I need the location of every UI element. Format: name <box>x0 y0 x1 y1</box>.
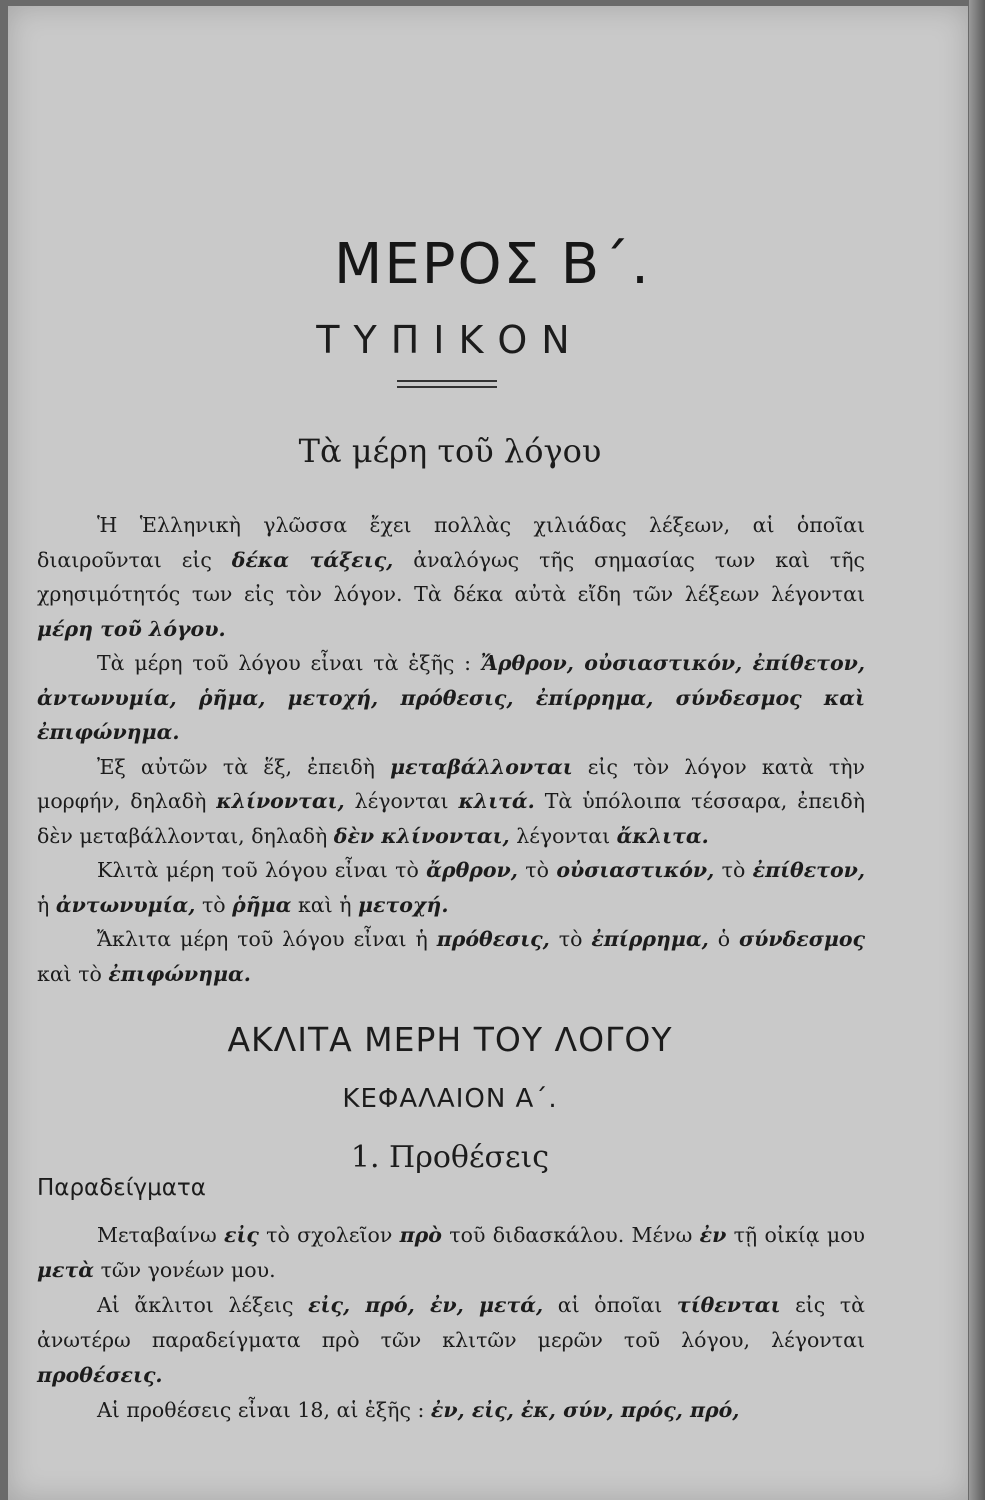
examples-text <box>37 1218 865 1428</box>
section-title: Τὰ μέρη τοῦ λόγου <box>298 432 602 470</box>
part-subtitle: ΤΥΠΙΚΟΝ <box>316 318 584 362</box>
intro-text <box>37 508 865 991</box>
part-title: ΜΕΡΟΣ Β΄. <box>334 232 651 297</box>
examples-label: Παραδείγματα <box>37 1175 206 1201</box>
chapter-label: ΚΕΦΑΛΑΙΟΝ Α΄. <box>342 1084 558 1114</box>
paragraph: Κλιτὰ μέρη τοῦ λόγου εἶναι τὸ ἄρθρον, τὸ οὐσιαστικόν, τὸ ἐπίθετον, ἡ ἀντωνυμία, τὸ ῥῆμα καὶ ἡ μετοχή. <box>37 858 866 917</box>
paragraph: Ἐξ αὐτῶν τὰ ἕξ, ἐπειδὴ μεταβάλλονται εἰς τὸν λόγον κατὰ τὴν μορφήν, δηλαδὴ κλίνονται, λέγονται κλιτά. Τὰ ὑπόλοιπα τέσσαρα, ἐπειδὴ δὲν μεταβάλλονται, δηλαδὴ δὲν κλίνονται, λέγονται ἄκλιτα. <box>37 754 865 848</box>
paragraph: Ἡ Ἑλληνικὴ γλῶσσα ἔχει πολλὰς χιλιάδας λέξεων, αἱ ὁποῖαι διαιροῦνται εἰς δέκα τάξεις, ἀναλόγως τῆς σημασίας των καὶ τῆς χρησιμότητός των εἰς τὸν λόγον. Τὰ δέκα αὐτὰ εἴδη τῶν λέξεων λέγονται μέρη τοῦ λόγου. <box>37 513 865 641</box>
chapter-heading: ΑΚΛΙΤΑ ΜΕΡΗ ΤΟΥ ΛΟΓΟΥ <box>227 1020 673 1059</box>
paragraph: Μεταβαίνω εἰς τὸ σχολεῖον πρὸ τοῦ διδασκάλου. Μένω ἐν τῇ οἰκίᾳ μου μετὰ τῶν γονέων μου. <box>37 1223 865 1282</box>
double-rule-divider <box>397 380 497 388</box>
subsection-title: 1. Προθέσεις <box>350 1140 550 1175</box>
paragraph: Τὰ μέρη τοῦ λόγου εἶναι τὰ ἑξῆς : Ἄρθρον, οὐσιαστικόν, ἐπίθετον, ἀντωνυμία, ῥῆμα, μετοχή, πρόθεσις, ἐπίρρημα, σύνδεσμος καὶ ἐπιφώνημα. <box>37 651 865 744</box>
page-edge <box>969 0 985 1500</box>
paragraph: Αἱ προθέσεις εἶναι 18, αἱ ἑξῆς : ἐν, εἰς, ἐκ, σύν, πρός, πρό, <box>97 1398 740 1422</box>
paragraph: Ἄκλιτα μέρη τοῦ λόγου εἶναι ἡ πρόθεσις, τὸ ἐπίρρημα, ὁ σύνδεσμος καὶ τὸ ἐπιφώνημα. <box>37 927 865 986</box>
paragraph: Αἱ ἄκλιτοι λέξεις εἰς, πρό, ἐν, μετά, αἱ ὁποῖαι τίθενται εἰς τὰ ἀνωτέρω παραδείγματα πρὸ τῶν κλιτῶν μερῶν τοῦ λόγου, λέγονται προθέσεις. <box>37 1293 865 1387</box>
